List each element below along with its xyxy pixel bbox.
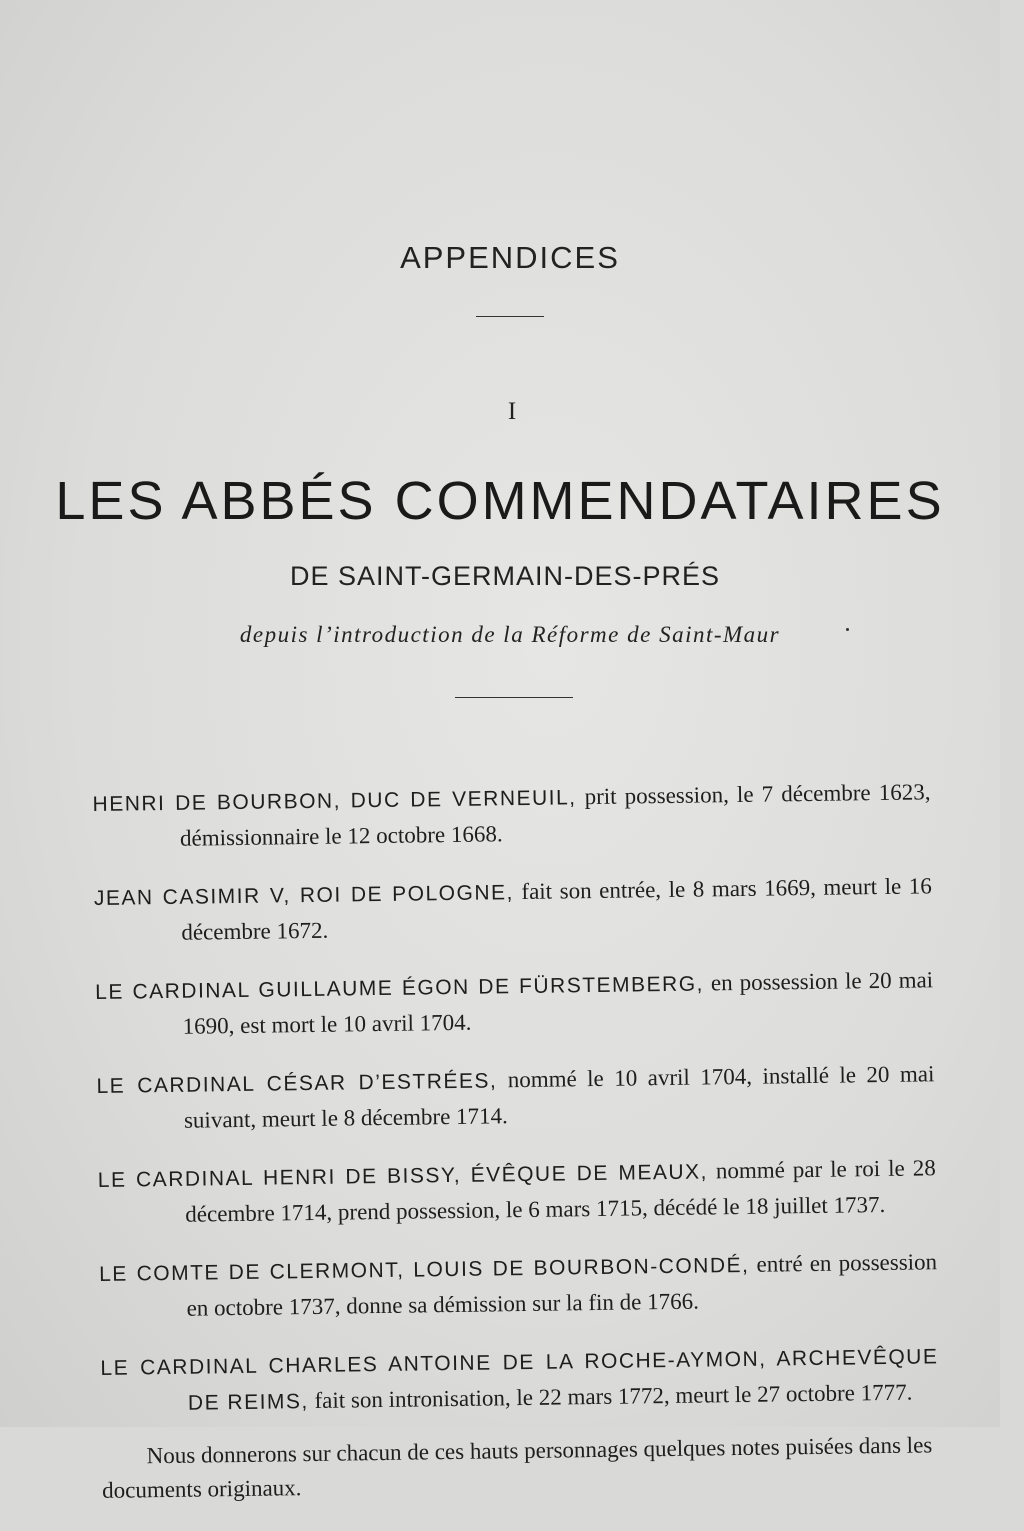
ink-speck <box>846 628 849 631</box>
page-title: LES ABBÉS COMMENDATAIRES <box>55 471 945 531</box>
abbot-list <box>92 751 941 1531</box>
abbot-details: fait son entrée, le 8 mars 1669, meurt le 16 décembre 1672. <box>181 873 932 945</box>
section-title: APPENDICES <box>400 240 620 275</box>
list-item <box>99 1244 938 1327</box>
chapter-numeral: I <box>507 398 517 425</box>
page-subsubtitle: depuis l’introduction de la Réforme de Saint-Maur <box>239 622 781 647</box>
list-item <box>96 1056 935 1139</box>
list-item <box>94 868 933 951</box>
abbot-name: LE COMTE DE CLERMONT, LOUIS DE BOURBON-CONDÉ, <box>98 1253 750 1286</box>
abbot-name: LE CARDINAL GUILLAUME ÉGON DE FÜRSTEMBERG, <box>95 972 705 1004</box>
abbot-name: LE CARDINAL CÉSAR D’ESTRÉES, <box>96 1069 498 1098</box>
page-subtitle: DE SAINT-GERMAIN-DES-PRÉS <box>289 561 721 591</box>
divider-rule <box>476 316 544 317</box>
abbot-details: nommé par le roi le 28 décembre 1714, prend possession, le 6 mars 1715, décédé le 18 juillet 1737. <box>185 1155 936 1227</box>
abbot-details: en possession le 20 mai 1690, est mort le 10 avril 1704. <box>182 967 934 1039</box>
abbot-details: fait son intronisation, le 22 mars 1772, meurt le 27 octobre 1777. <box>308 1379 913 1414</box>
abbot-name: LE CARDINAL CHARLES ANTOINE DE LA ROCHE-AYMON, ARCHEVÊQUE DE REIMS, <box>100 1345 939 1415</box>
abbot-details: nommé le 10 avril 1704, installé le 20 mai suivant, meurt le 8 décembre 1714. <box>183 1061 935 1133</box>
divider-rule <box>455 697 573 698</box>
abbot-details: prit possession, le 7 décembre 1623, démissionnaire le 12 octobre 1668. <box>179 779 931 851</box>
abbot-details: entré en possession en octobre 1737, donne sa démission sur la fin de 1766. <box>186 1249 938 1321</box>
list-item <box>98 1150 937 1233</box>
list-item <box>95 962 934 1045</box>
list-item <box>92 774 931 857</box>
closing-paragraph: Nous donnerons sur chacun de ces hauts personnages quelques notes puisées dans les documents originaux. <box>101 1432 933 1503</box>
list-item <box>100 1338 939 1422</box>
abbot-name: LE CARDINAL HENRI DE BISSY, ÉVÊQUE DE MEAUX, <box>97 1160 709 1192</box>
abbot-name: JEAN CASIMIR V, ROI DE POLOGNE, <box>93 881 515 910</box>
abbot-name: HENRI DE BOURBON, DUC DE VERNEUIL, <box>92 786 577 816</box>
